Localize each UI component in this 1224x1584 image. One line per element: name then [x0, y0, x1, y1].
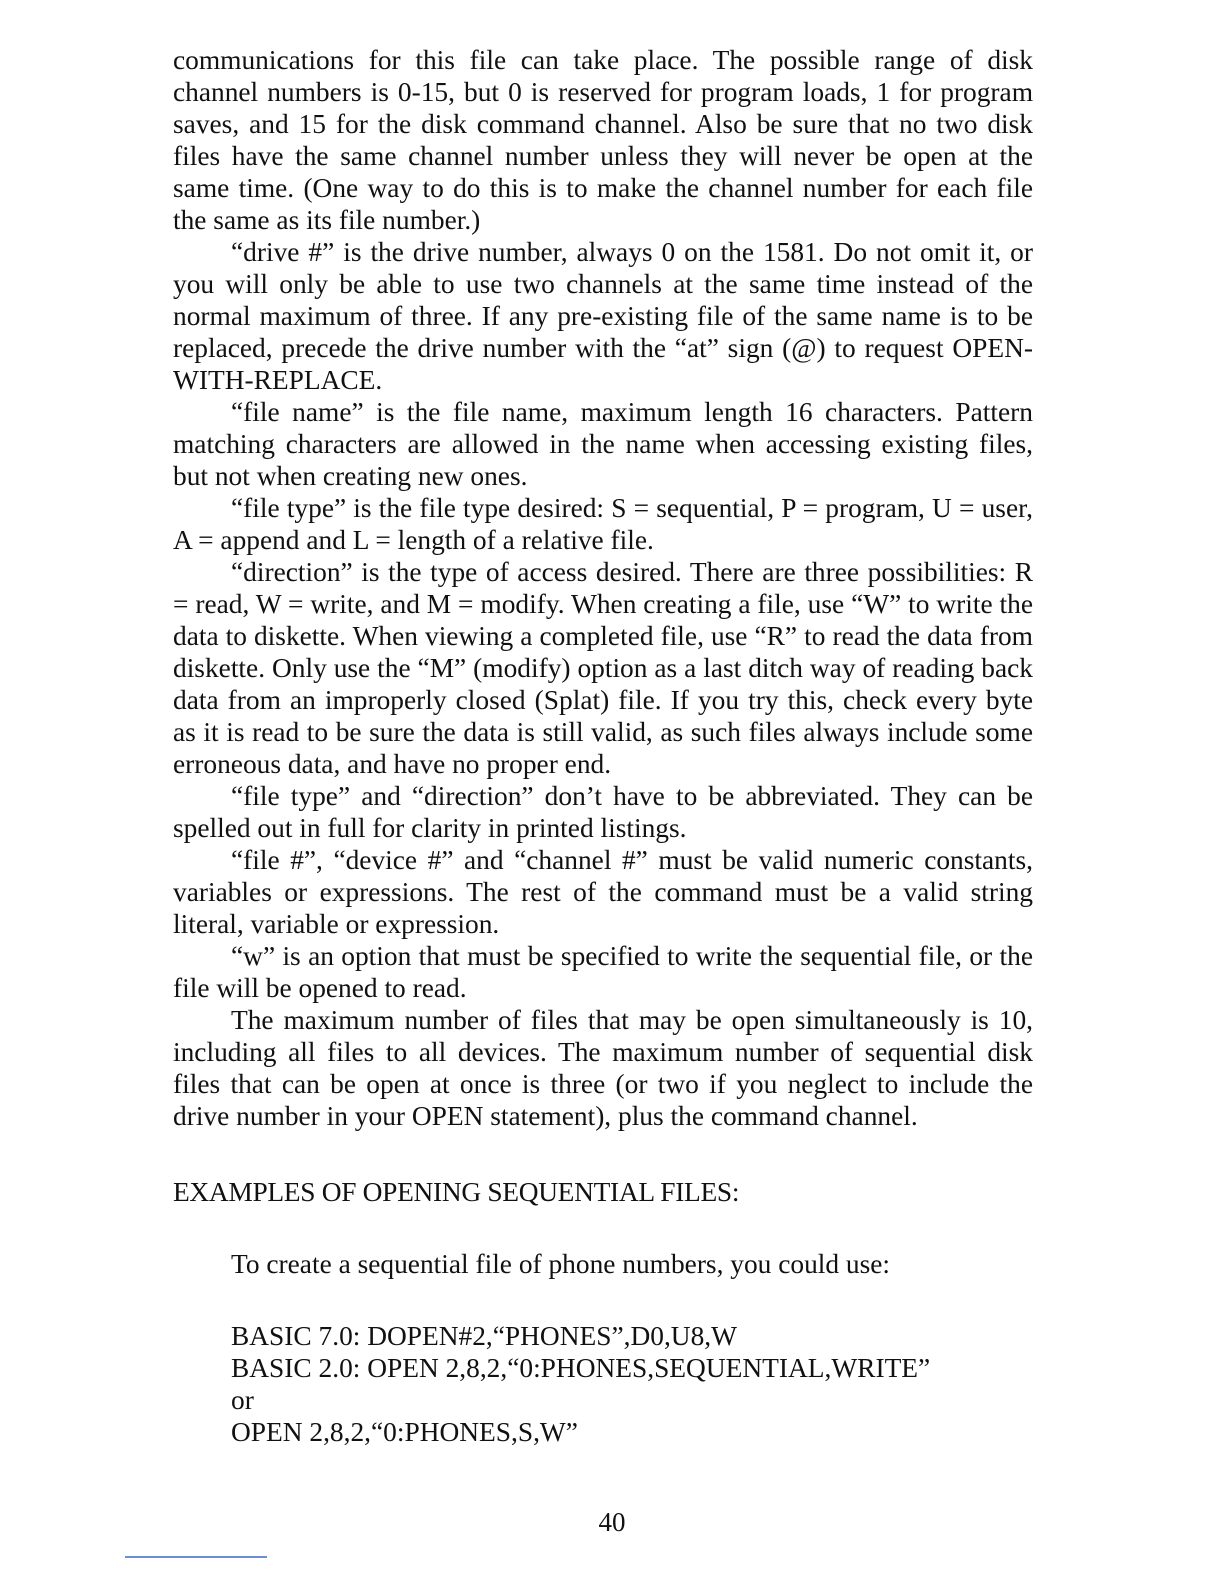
examples-intro: To create a sequential file of phone numbers, you could use:	[231, 1249, 891, 1279]
body-paragraph-abbreviation: “file type” and “direction” don’t have to be abbreviated. They can be spelled out in full for clarity in printed listings.	[173, 781, 1033, 843]
page-number: 40	[598, 1507, 626, 1537]
body-paragraph-maximum-files: The maximum number of files that may be open simultaneously is 10, including all files to all devices. The maximum number of sequential disk files that can be open at once is three (or two if you neglect to include the drive number in your OPEN statement), plus the command channel.	[173, 1005, 1033, 1131]
scan-edge-line	[125, 1556, 267, 1558]
code-examples	[231, 1320, 1033, 1448]
body-paragraph-numeric: “file #”, “device #” and “channel #” must be valid numeric constants, variables or expressions. The rest of the command must be a valid string literal, variable or expression.	[173, 845, 1033, 939]
body-paragraph-1: communications for this file can take place. The possible range of disk channel numbers is 0-15, but 0 is reserved for program loads, 1 for program saves, and 15 for the disk command channel. Also be sure that no two disk files have the same channel number unless they will never be open at the same time. (One way to do this is to make the channel number for each file the same as its file number.)	[173, 45, 1033, 235]
code-line-basic2: BASIC 2.0: OPEN 2,8,2,“0:PHONES,SEQUENTIAL,WRITE”	[231, 1353, 931, 1383]
body-paragraph-file-name: “file name” is the file name, maximum length 16 characters. Pattern matching characters are allowed in the name when accessing existing files, but not when creating new ones.	[173, 397, 1033, 491]
page-content	[173, 44, 1033, 1448]
body-paragraph-write-option: “w” is an option that must be specified to write the sequential file, or the file will be opened to read.	[173, 941, 1033, 1003]
body-paragraph-direction: “direction” is the type of access desired. There are three possibilities: R = read, W = write, and M = modify. When creating a file, use “W” to write the data to diskette. When viewing a completed file, use “R” to read the data from diskette. Only use the “M” (modify) option as a last ditch way of reading back data from an improperly closed (Splat) file. If you try this, check every byte as it is read to be sure the data is still valid, as such files always include some erroneous data, and have no proper end.	[173, 557, 1033, 779]
body-paragraph-file-type: “file type” is the file type desired: S = sequential, P = program, U = user, A = append and L = length of a relative file.	[173, 493, 1033, 555]
code-line-open-short: OPEN 2,8,2,“0:PHONES,S,W”	[231, 1417, 578, 1447]
body-paragraph-drive: “drive #” is the drive number, always 0 on the 1581. Do not omit it, or you will only be able to use two channels at the same time instead of the normal maximum of three. If any pre-existing file of the same name is to be replaced, precede the drive number with the “at” sign (@) to request OPEN-WITH-REPLACE.	[173, 237, 1033, 395]
code-line-basic7: BASIC 7.0: DOPEN#2,“PHONES”,D0,U8,W	[231, 1321, 737, 1351]
code-line-or: or	[231, 1385, 254, 1415]
examples-heading: EXAMPLES OF OPENING SEQUENTIAL FILES:	[173, 1177, 740, 1207]
